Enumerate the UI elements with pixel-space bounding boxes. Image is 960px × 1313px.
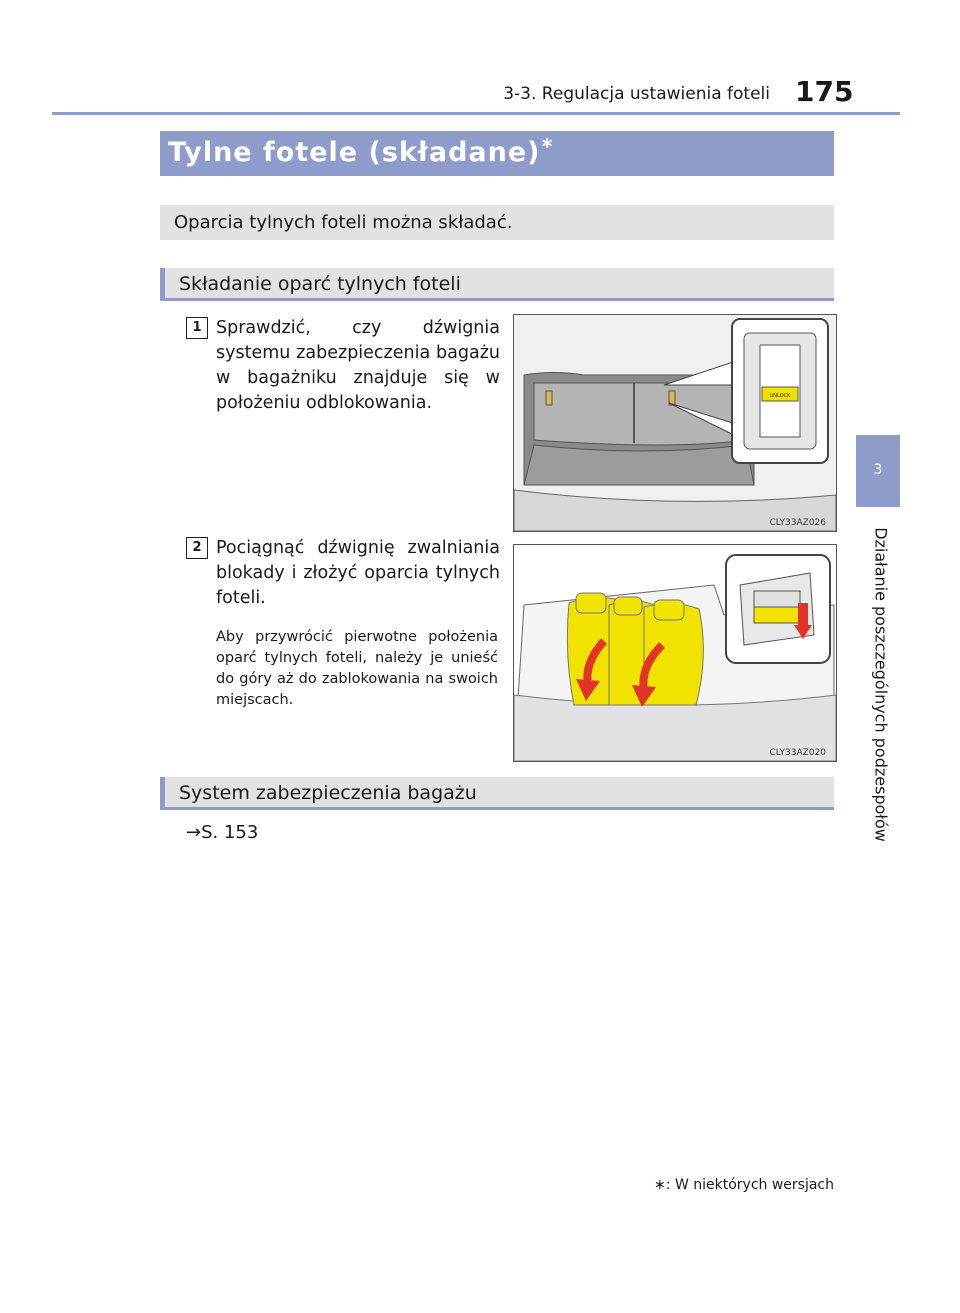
step-number-2: 2 bbox=[186, 537, 208, 559]
step-text-1: Sprawdzić, czy dźwignia systemu zabezpieczenia bagażu w bagażniku znajduje się w położeniu odblokowania. bbox=[216, 318, 500, 413]
chapter-number: 3 bbox=[873, 462, 883, 478]
figure-code-1: CLY33AZ026 bbox=[769, 518, 826, 528]
step-note-2: Aby przywrócić pierwotne położenia oparć tylnych foteli, należy je unieść do góry aż do zablokowania na swoich miejscach. bbox=[216, 629, 498, 708]
section-heading-text-2: System zabezpieczenia bagażu bbox=[179, 782, 477, 804]
figure-code-2: CLY33AZ020 bbox=[769, 748, 826, 758]
trunk-illustration bbox=[514, 315, 836, 531]
unlock-label: UNLOCK bbox=[769, 393, 791, 399]
trunk-figure bbox=[513, 314, 837, 532]
page-reference-link[interactable]: →S. 153 bbox=[186, 822, 259, 843]
page-number: 175 bbox=[795, 75, 854, 108]
intro-text: Oparcia tylnych foteli można składać. bbox=[174, 212, 513, 233]
footnote: ∗: W niektórych wersjach bbox=[654, 1177, 834, 1193]
step-text-2: Pociągnąć dźwignię zwalniania blokady i złożyć oparcia tylnych foteli. bbox=[216, 538, 500, 608]
page-title-text: Tylne fotele (składane) bbox=[168, 137, 541, 168]
section-heading-text: Składanie oparć tylnych foteli bbox=[179, 273, 461, 295]
page-title-bar bbox=[160, 131, 834, 176]
section-heading-luggage bbox=[160, 777, 834, 810]
intro-bar bbox=[160, 205, 834, 240]
seat-figure bbox=[513, 544, 837, 762]
seat-illustration bbox=[514, 545, 836, 761]
header-rule bbox=[52, 112, 900, 115]
running-header: 3-3. Regulacja ustawienia foteli bbox=[503, 84, 770, 104]
chapter-title-vertical bbox=[866, 520, 891, 850]
title-asterisk: ∗ bbox=[540, 133, 555, 152]
chapter-title: Działanie poszczególnych podzespołów bbox=[871, 527, 891, 842]
step-number-1: 1 bbox=[186, 317, 208, 339]
page-title bbox=[168, 133, 555, 168]
section-heading-folding bbox=[160, 268, 834, 301]
